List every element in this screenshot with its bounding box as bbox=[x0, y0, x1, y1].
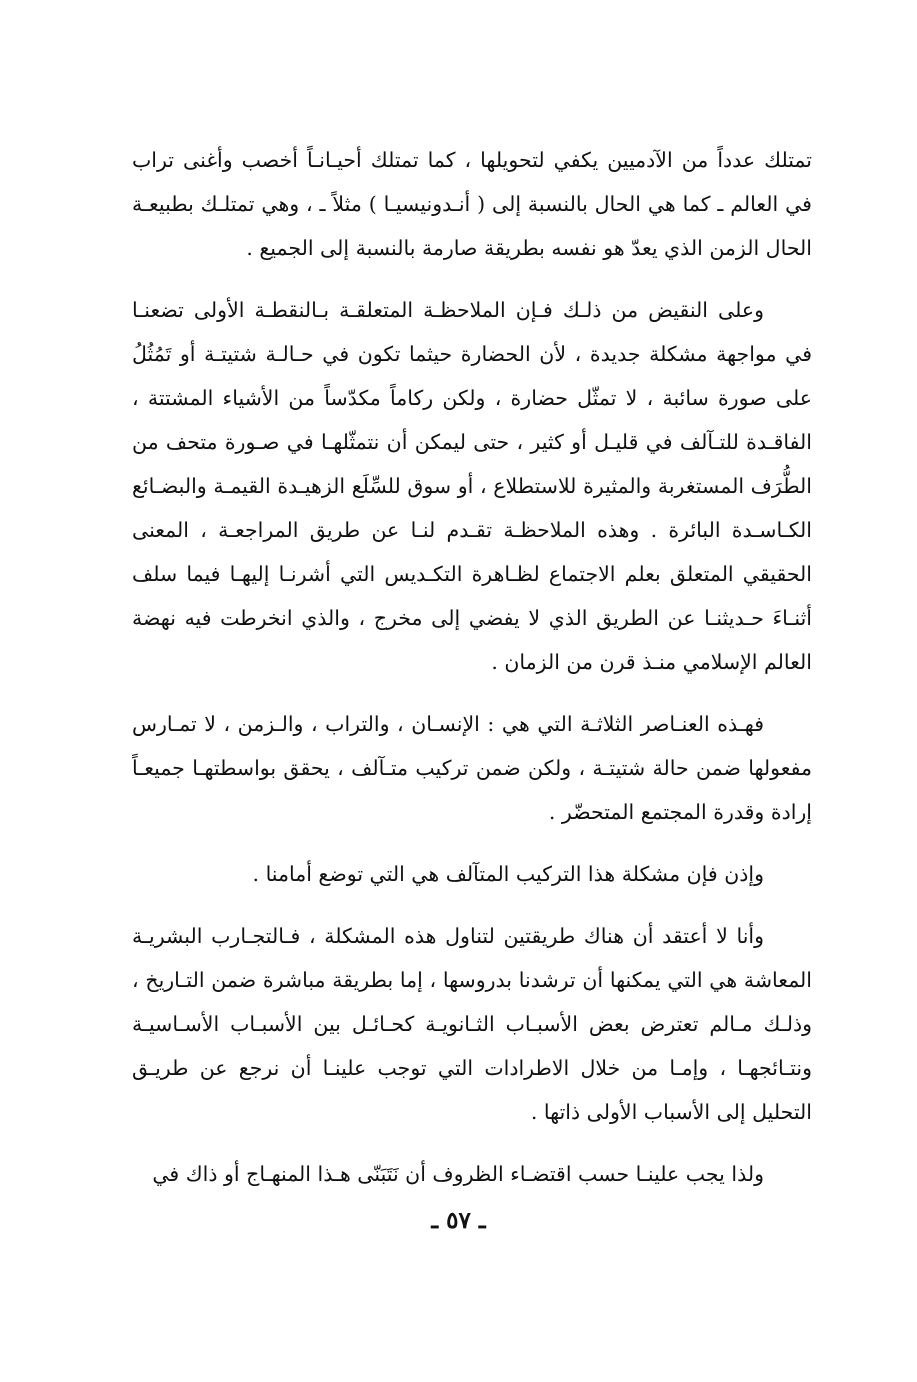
book-page-body bbox=[132, 138, 812, 1238]
paragraph-4: وإذن فإن مشكلة هذا التركيب المتآلف هي التي توضع أمامنا . bbox=[252, 862, 764, 886]
paragraph-2: وعلى النقيض من ذلـك فـإن الملاحظـة المتعلقـة بـالنقطـة الأولى تضعنـا في مواجهة مشكلة جديدة ، لأن الحضارة حيثما تكون في حـالـة شتيتـة أو تَمُثُلُ على صورة سائبة ، لا تمثّل حضارة ، ولكن ركاماً مكدّساً من الأشياء المشتتة ، الفاقـدة للتـآلف في قليـل أو كثير ، حتى ليمكن أن نتمثّلهـا في صـورة متحف من الطُّرَف المستغربة والمثيرة للاستطلاع ، أو سوق للسِّلَع الزهيـدة القيمـة والبضـائع الكـاسـدة البائرة . وهذه الملاحظـة تقـدم لنـا عن طريق المراجعـة ، المعنى الحقيقي المتعلق بعلم الاجتماع لظـاهرة التكـديس التي أشرنـا إليهـا فيما سلف أثنـاءَ حـديثنـا عن الطريق الذي لا يفضي إلى مخرج ، والذي انخرطت فيه نهضة العالم الإسلامي منـذ قرن من الزمان . bbox=[132, 298, 812, 674]
paragraph-5: وأنا لا أعتقد أن هناك طريقتين لتناول هذه المشكلة ، فـالتجـارب البشريـة المعاشة هي التي يمكنها أن ترشدنا بدروسها ، إما بطريقة مباشرة ضمن التـاريخ ، وذلـك مـالم تعترض بعض الأسبـاب الثـانويـة كحـائـل بين الأسبـاب الأسـاسيـة ونتـائجهـا ، وإمـا من خلال الاطرادات التي توجب علينـا أن نرجع عن طريـق التحليل إلى الأسباب الأولى ذاتها . bbox=[132, 924, 812, 1124]
paragraph-3: فهـذه العنـاصر الثلاثـة التي هي : الإنسـان ، والتراب ، والـزمن ، لا تمـارس مفعولها ضمن حالة شتيتـة ، ولكن ضمن تركيب متـآلف ، يحقق بواسطتهـا جميعـاً إرادة وقدرة المجتمع المتحضّر . bbox=[132, 712, 812, 824]
paragraph-1: تمتلك عدداً من الآدميين يكفي لتحويلها ، كما تمتلك أحيـانـاً أخصب وأغنى تراب في العالم ـ كما هي الحال بالنسبة إلى ( أنـدونيسيـا ) مثلاً ـ ، وهي تمتلـك بطبيعـة الحال الزمن الذي يعدّ هو نفسه بطريقة صارمة بالنسبة إلى الجميع . bbox=[132, 148, 812, 260]
page-number: ـ ٥٧ ـ bbox=[431, 1207, 486, 1234]
paragraph-6: ولذا يجب علينـا حسب اقتضـاء الظروف أن نَتَبَنّى هـذا المنهـاج أو ذاك في bbox=[152, 1162, 764, 1186]
